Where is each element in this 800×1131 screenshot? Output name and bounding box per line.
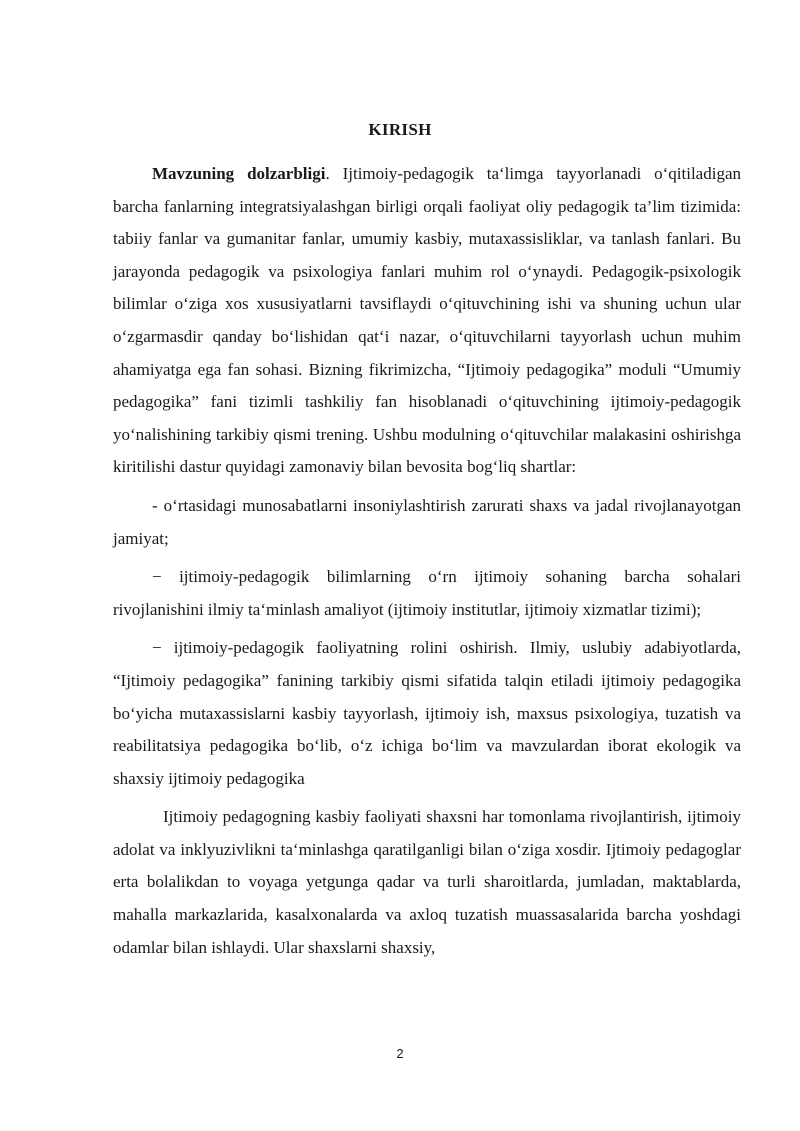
document-body [113, 158, 741, 964]
paragraph-text: . Ijtimoiy-pedagogik ta‘limga tayyorlanadi o‘qitiladigan barcha fanlarning integratsiyalashgan birligi orqali faoliyat oliy pedagogik ta’lim tizimida: tabiiy fanlar va gumanitar fanlar, umumiy kasbiy, mutaxassisliklar, va tanlash fanlari. Bu jarayonda pedagogik va psixologiya fanlari muhim rol o‘ynaydi. Pedagogik-psixologik bilimlar o‘ziga xos xususiyatlarni tavsiflaydi o‘qituvchining ishi va shuning uchun ular o‘zgarmasdir qanday bo‘lishidan qat‘i nazar, o‘qituvchilarni tayyorlash uchun muhim ahamiyatga ega fan sohasi. Bizning fikrimizcha, “Ijtimoiy pedagogika” moduli “Umumiy pedagogika” fani tizimli tashkiliy fan hisoblanadi o‘qituvchining ijtimoiy-pedagogik yo‘nalishining tarkibiy qismi trening. Ushbu modulning o‘qituvchilar malakasini oshirishga kiritilishi dastur quyidagi zamonaviy bilan bevosita bog‘liq shartlar: [113, 164, 741, 477]
paragraph-lead: Mavzuning dolzarbligi [152, 164, 326, 183]
list-item: - o‘rtasidagi munosabatlarni insoniylashtirish zarurati shaxs va jadal rivojlanayotgan jamiyat; [113, 495, 741, 548]
paragraph: Ijtimoiy pedagogning kasbiy faoliyati shaxsni har tomonlama rivojlantirish, ijtimoiy adolat va inklyuzivlikni ta‘minlashga qaratilganligi bilan o‘ziga xosdir. Ijtimoiy pedagoglar erta bolalikdan to voyaga yetgunga qadar va turli sharoitlarda, jumladan, maktablarda, mahalla markazlarida, kasalxonalarda va axloq tuzatish muassasalarida barcha yoshdagi odamlar bilan ishlaydi. Ular shaxslarni shaxsiy, [113, 807, 741, 957]
list-item: − ijtimoiy-pedagogik bilimlarning o‘rn ijtimoiy sohaning barcha sohalari rivojlanishini ilmiy ta‘minlash amaliyot (ijtimoiy institutlar, ijtimoiy xizmatlar tizimi); [113, 567, 741, 619]
list-item: − ijtimoiy-pedagogik faoliyatning rolini oshirish. Ilmiy, uslubiy adabiyotlarda, “Ijtimoiy pedagogika” fanining tarkibiy qismi sifatida talqin etiladi ijtimoiy pedagogika bo‘yicha mutaxassislarni kasbiy tayyorlash, ijtimoiy ish, maxsus psixologiya, tuzatish va reabilitatsiya pedagogika bo‘lib, o‘z ichiga bo‘lim va mavzulardan iborat ekologik va shaxsiy ijtimoiy pedagogika [113, 638, 741, 788]
page-number: 2 [396, 1046, 404, 1061]
page-title: KIRISH [368, 120, 432, 139]
paragraph-relevance [113, 158, 741, 484]
